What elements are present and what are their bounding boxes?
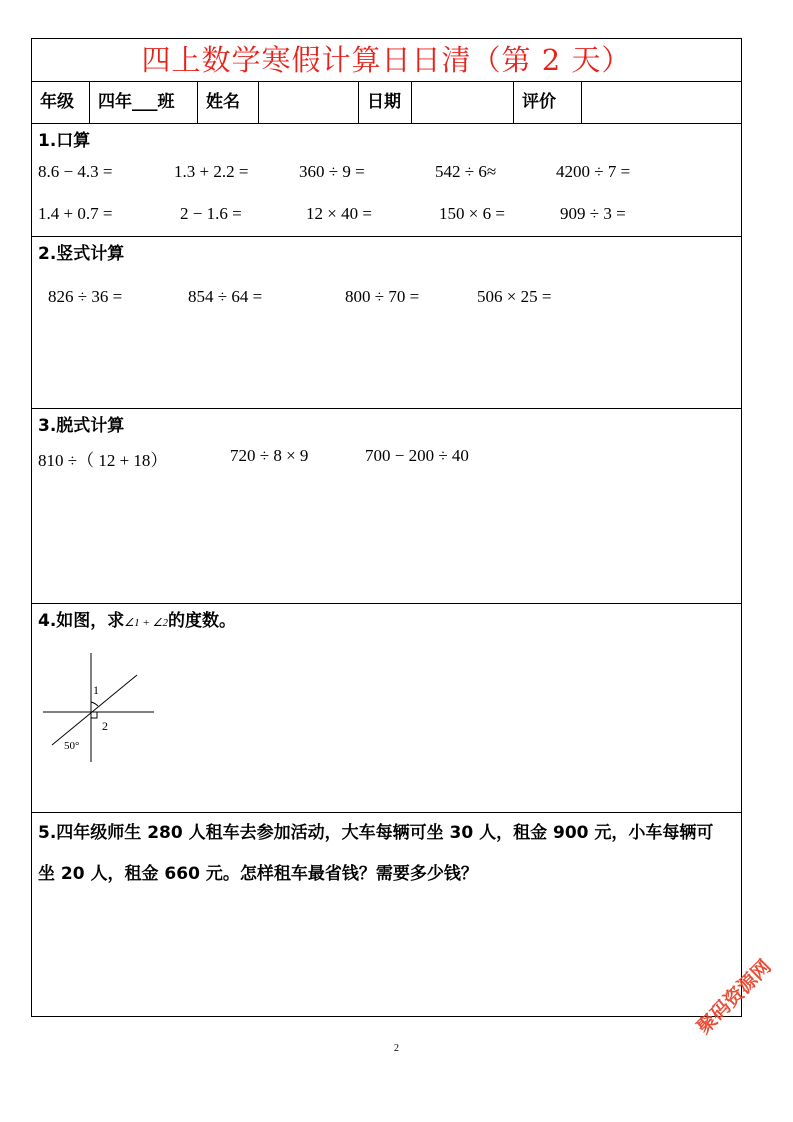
section-vertical-calculation — [32, 237, 741, 409]
angle-1-label: 1 — [93, 683, 99, 697]
angle-50-label: 50° — [64, 740, 80, 752]
eval-field[interactable] — [582, 82, 741, 123]
word-problem-line: 5.四年级师生 280 人租车去参加活动，大车每辆可坐 30 人，租金 900 元，小车每辆可 — [38, 823, 714, 843]
oral-problem: 909 ÷ 3 = — [560, 204, 626, 223]
name-field[interactable] — [259, 82, 359, 123]
heading-suffix: 的度数。 — [167, 611, 236, 631]
stepwise-problem: 700 − 200 ÷ 40 — [365, 446, 469, 465]
section-heading — [38, 606, 236, 631]
angle-1-arc — [91, 702, 98, 706]
oral-problem: 8.6 − 4.3 = — [38, 162, 113, 181]
vertical-problem: 506 × 25 = — [477, 287, 552, 306]
oral-problem: 2 − 1.6 = — [180, 204, 242, 223]
vertical-problem: 854 ÷ 64 = — [188, 287, 263, 306]
grade-label: 年级 — [32, 82, 90, 123]
oral-problem: 150 × 6 = — [439, 204, 505, 223]
word-problem-line: 坐 20 人，租金 660 元。怎样租车最省钱？需要多少钱？ — [38, 864, 478, 884]
page-number: 2 — [394, 1043, 399, 1054]
angle-figure — [40, 649, 160, 767]
angle-formula: ∠1 + ∠2 — [124, 617, 168, 629]
info-row — [32, 82, 741, 124]
worksheet — [31, 38, 742, 1017]
worksheet-title: 四上数学寒假计算日日清（第 2 天） — [32, 39, 741, 82]
oral-problem: 4200 ÷ 7 = — [556, 162, 631, 181]
section-geometry — [32, 604, 741, 813]
oral-problem: 542 ÷ 6≈ — [435, 162, 497, 181]
vertical-problem: 826 ÷ 36 = — [48, 287, 123, 306]
eval-label: 评价 — [514, 82, 582, 123]
class-field[interactable]: 四年___班 — [90, 82, 198, 123]
oral-problem: 1.3 + 2.2 = — [174, 162, 249, 181]
name-label: 姓名 — [198, 82, 259, 123]
section-heading: 3.脱式计算 — [38, 416, 125, 436]
section-heading: 1.口算 — [38, 131, 91, 151]
section-heading: 2.竖式计算 — [38, 244, 125, 264]
angle-2-label: 2 — [102, 719, 108, 733]
watermark-logo: 聚码资源网 — [692, 955, 776, 1039]
oral-problem: 1.4 + 0.7 = — [38, 204, 113, 223]
date-field[interactable] — [412, 82, 514, 123]
oral-problem: 360 ÷ 9 = — [299, 162, 365, 181]
right-angle-mark — [91, 712, 97, 718]
vertical-problem: 800 ÷ 70 = — [345, 287, 420, 306]
date-label: 日期 — [359, 82, 412, 123]
oral-problem: 12 × 40 = — [306, 204, 372, 223]
section-word-problem — [32, 813, 741, 1018]
section-stepwise-calculation — [32, 409, 741, 604]
stepwise-problem: 810 ÷（ 12 + 18） — [38, 451, 168, 470]
section-oral-calculation — [32, 124, 741, 237]
stepwise-problem: 720 ÷ 8 × 9 — [230, 446, 309, 465]
heading-prefix: 4.如图，求 — [38, 611, 125, 631]
